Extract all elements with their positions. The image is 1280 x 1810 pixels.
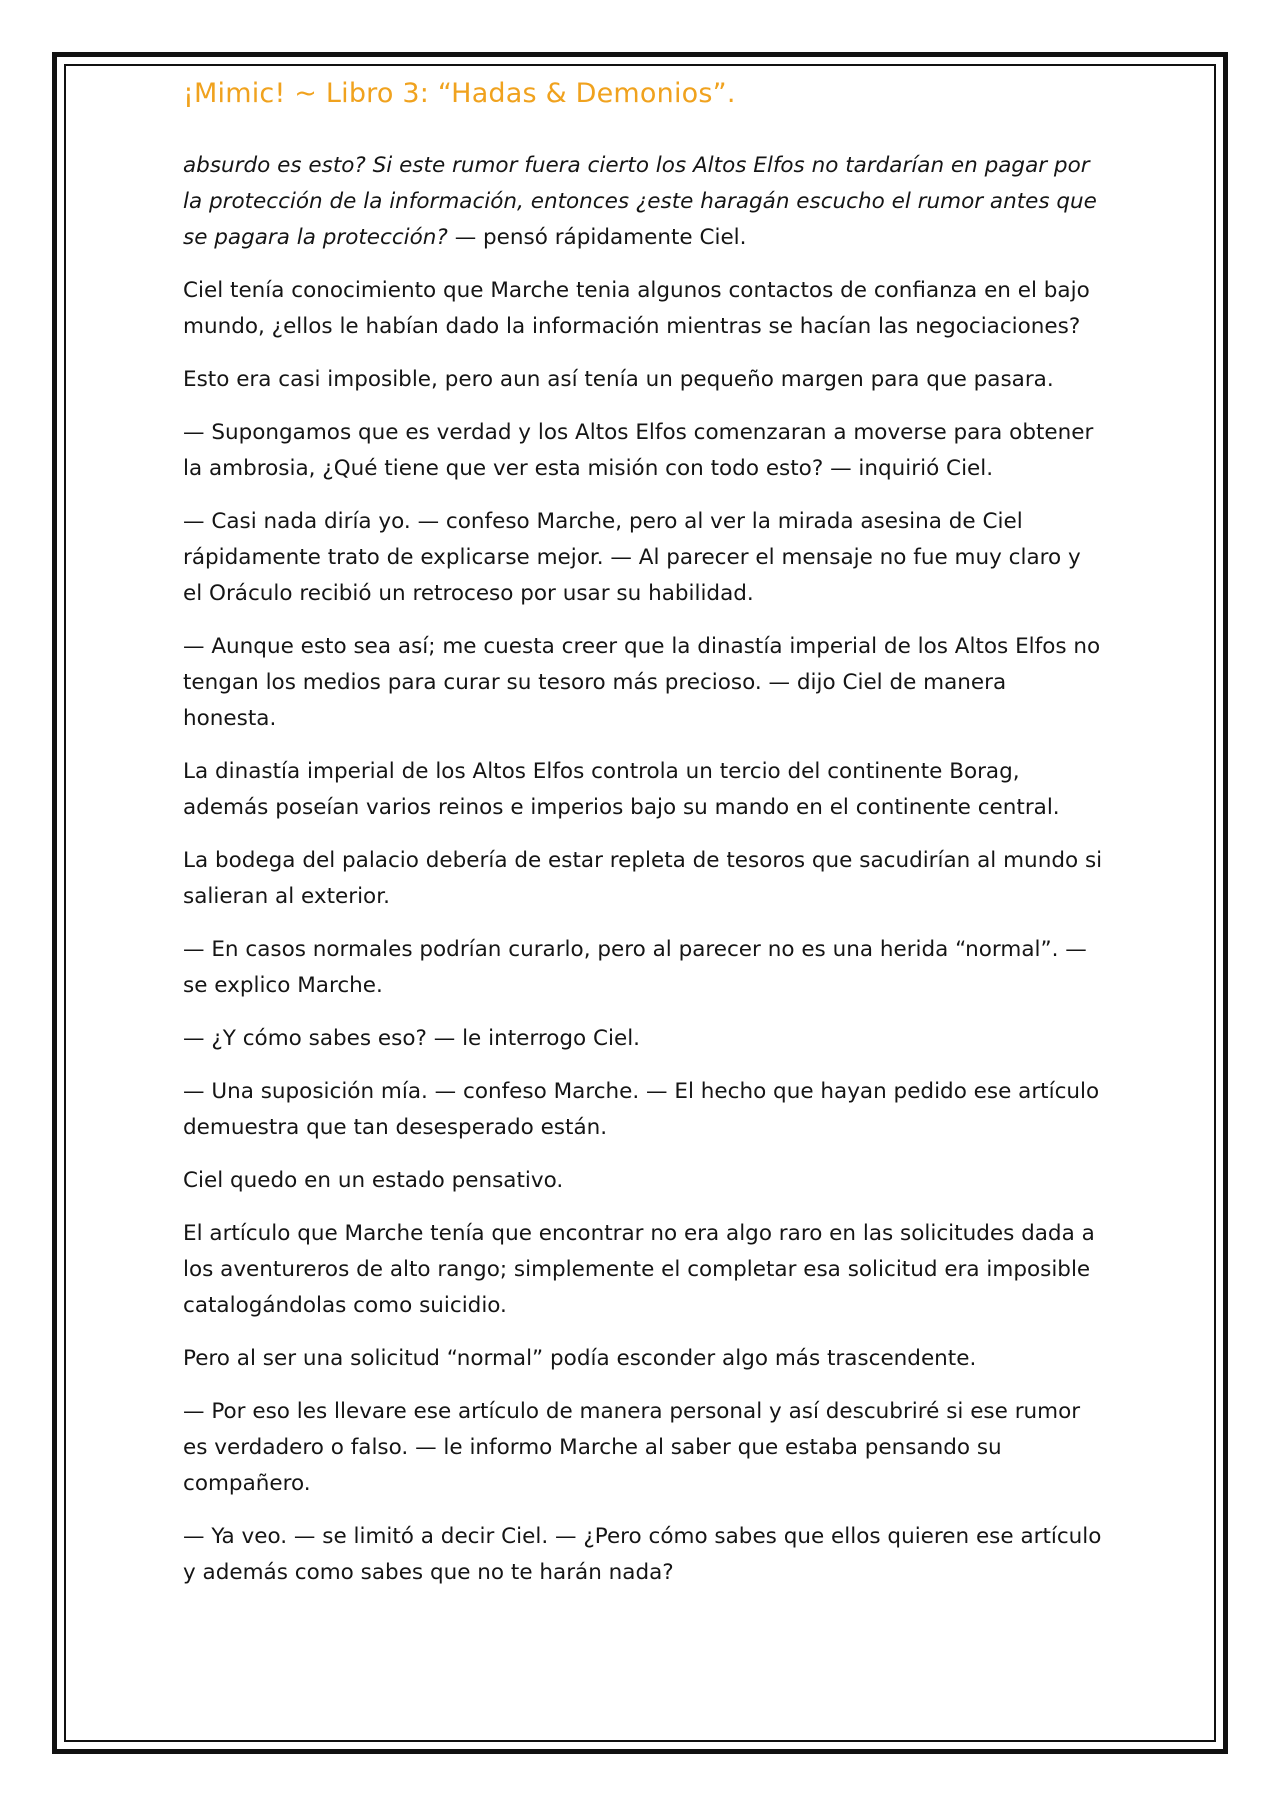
paragraph-1 bbox=[183, 148, 1103, 256]
paragraph-13: El artículo que Marche tenía que encontrar no era algo raro en las solicitudes dada a los aventureros de alto rango; simplemente el completar esa solicitud era imposible catalogándolas como suicidio. bbox=[183, 1221, 1095, 1318]
paragraph-12: Ciel quedo en un estado pensativo. bbox=[183, 1168, 564, 1193]
paragraph-10: — ¿Y cómo sabes eso? — le interrogo Ciel. bbox=[183, 1026, 641, 1051]
paragraph-2: Ciel tenía conocimiento que Marche tenia algunos contactos de confianza en el bajo mundo, ¿ellos le habían dado la información mientras se hacían las negociaciones? bbox=[183, 278, 1090, 339]
paragraph-3: Esto era casi imposible, pero aun así tenía un pequeño margen para que pasara. bbox=[183, 367, 1054, 392]
paragraph-15: — Por eso les llevare ese artículo de manera personal y así descubriré si ese rumor es verdadero o falso. — le informo Marche al saber que estaba pensando su compañero. bbox=[183, 1399, 1081, 1496]
paragraph-4: — Supongamos que es verdad y los Altos Elfos comenzaran a moverse para obtener la ambrosia, ¿Qué tiene que ver esta misión con todo esto? — inquirió Ciel. bbox=[183, 420, 1094, 481]
page-content bbox=[183, 74, 1103, 1608]
paragraph-9: — En casos normales podrían curarlo, pero al parecer no es una herida “normal”. — se explico Marche. bbox=[183, 937, 1087, 998]
paragraph-1-text: — pensó rápidamente Ciel. bbox=[447, 225, 747, 250]
paragraph-11: — Una suposición mía. — confeso Marche. — El hecho que hayan pedido ese artículo demuestra que tan desesperado están. bbox=[183, 1079, 1100, 1140]
running-header: ¡Mimic! ~ Libro 3: “Hadas & Demonios”. bbox=[183, 78, 736, 109]
paragraph-16: — Ya veo. — se limitó a decir Ciel. — ¿Pero cómo sabes que ellos quieren ese artículo y además como sabes que no te harán nada? bbox=[183, 1524, 1102, 1585]
paragraph-7: La dinastía imperial de los Altos Elfos controla un tercio del continente Borag, además poseían varios reinos e imperios bajo su mando en el continente central. bbox=[183, 759, 1060, 820]
paragraph-14: Pero al ser una solicitud “normal” podía esconder algo más trascendente. bbox=[183, 1346, 977, 1371]
paragraph-8: La bodega del palacio debería de estar repleta de tesoros que sacudirían al mundo si salieran al exterior. bbox=[183, 848, 1103, 909]
paragraph-1-italic: absurdo es esto? Si este rumor fuera cierto los Altos Elfos no tardarían en pagar por la protección de la información, entonces ¿este haragán escucho el rumor antes que se pagara la protección? bbox=[183, 153, 1097, 250]
paragraph-5: — Casi nada diría yo. — confeso Marche, pero al ver la mirada asesina de Ciel rápidamente trato de explicarse mejor. — Al parecer el mensaje no fue muy claro y el Oráculo recibió un retroceso por usar su habilidad. bbox=[183, 509, 1081, 606]
paragraph-6: — Aunque esto sea así; me cuesta creer que la dinastía imperial de los Altos Elfos no tengan los medios para curar su tesoro más precioso. — dijo Ciel de manera honesta. bbox=[183, 634, 1101, 731]
